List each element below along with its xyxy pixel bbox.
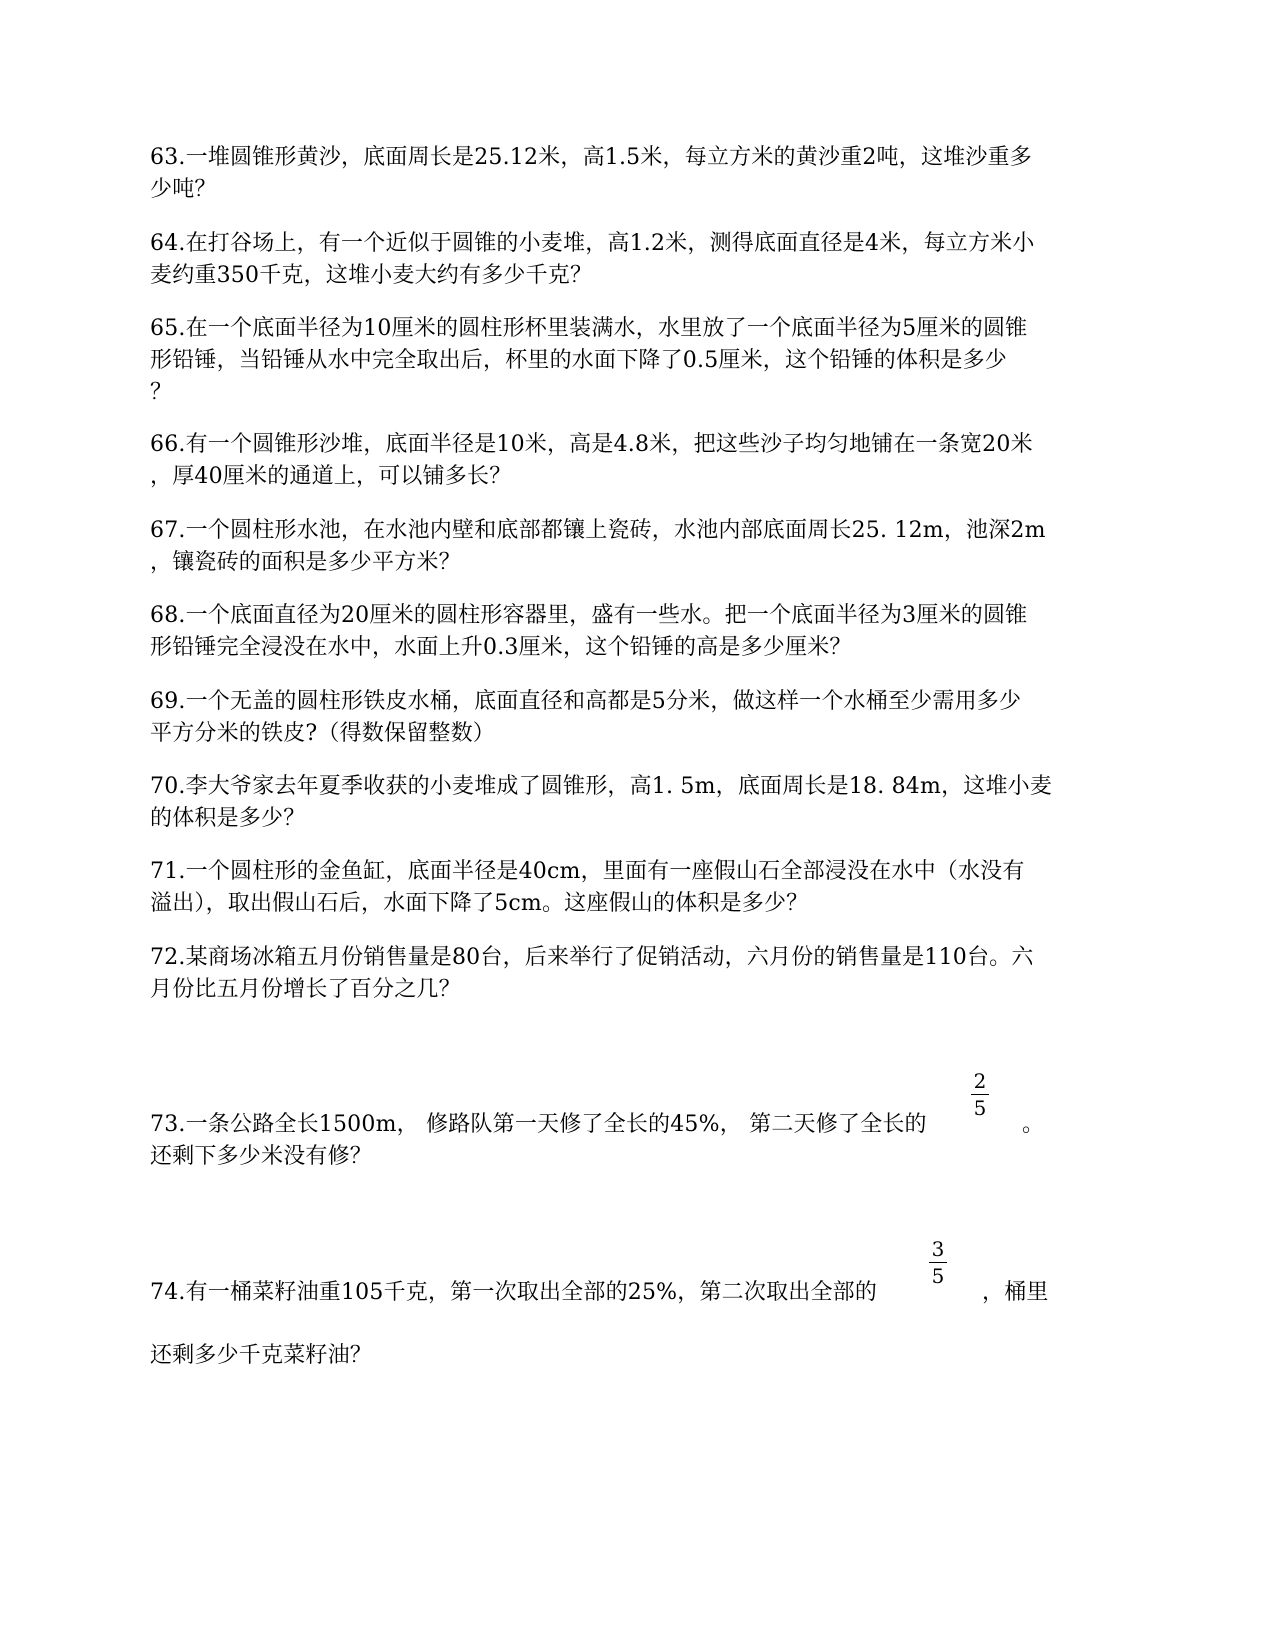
problem-68-line-2: 形铅锤完全浸没在水中，水面上升0.3厘米，这个铅锤的高是多少厘米？	[150, 635, 852, 660]
fraction-bar	[929, 1262, 947, 1263]
problem-72-line-1: 72.某商场冰箱五月份销售量是80台，后来举行了促销活动，六月份的销售量是110台。六	[150, 945, 1034, 970]
problem-67-line-1: 67.一个圆柱形水池，在水池内壁和底部都镶上瓷砖，水池内部底面周长25. 12m，池深2m	[150, 518, 1046, 543]
problem-74-fraction	[926, 1238, 950, 1287]
problem-66-line-2: ，厚40厘米的通道上，可以铺多长？	[150, 464, 512, 489]
problem-71-line-2: 溢出），取出假山石后，水面下降了5cm。这座假山的体积是多少？	[150, 891, 809, 916]
problem-63-line-2: 少吨？	[150, 177, 217, 202]
problem-73-fraction	[968, 1070, 992, 1119]
fraction-numerator: 3	[931, 1237, 945, 1261]
problem-69-line-2: 平方分米的铁皮?（得数保留整数）	[150, 721, 495, 746]
problem-73-line-2: 还剩下多少米没有修？	[150, 1144, 373, 1169]
problem-66-line-1: 66.有一个圆锥形沙堆，底面半径是10米，高是4.8米，把这些沙子均匀地铺在一条宽20米	[150, 432, 1033, 457]
problem-73-line-1-end: 。	[1022, 1112, 1045, 1137]
problem-74-line-2: 还剩多少千克菜籽油？	[150, 1343, 373, 1368]
problem-65-line-2: 形铅锤，当铅锤从水中完全取出后，杯里的水面下降了0.5厘米，这个铅锤的体积是多少	[150, 348, 1007, 373]
problem-64-line-1: 64.在打谷场上，有一个近似于圆锥的小麦堆，高1.2米，测得底面直径是4米，每立方米小	[150, 231, 1035, 256]
problem-71-line-1: 71.一个圆柱形的金鱼缸，底面半径是40cm，里面有一座假山石全部浸没在水中（水没有	[150, 859, 1025, 884]
fraction-denominator: 5	[931, 1264, 945, 1288]
fraction-denominator: 5	[973, 1096, 987, 1120]
problem-64-line-2: 麦约重350千克，这堆小麦大约有多少千克？	[150, 263, 593, 288]
problem-65-line-1: 65.在一个底面半径为10厘米的圆柱形杯里装满水，水里放了一个底面半径为5厘米的圆锥	[150, 316, 1028, 341]
problem-69-line-1: 69.一个无盖的圆柱形铁皮水桶，底面直径和高都是5分米，做这样一个水桶至少需用多少	[150, 689, 1022, 714]
problem-63-line-1: 63.一堆圆锥形黄沙，底面周长是25.12米，高1.5米，每立方米的黄沙重2吨，这堆沙重多	[150, 145, 1032, 170]
problem-74-line-1-end: ，桶里	[982, 1280, 1049, 1305]
problem-73-line-1: 73.一条公路全长1500m， 修路队第一天修了全长的45%， 第二天修了全长的	[150, 1112, 927, 1137]
problem-67-line-2: ，镶瓷砖的面积是多少平方米？	[150, 550, 461, 575]
problem-70-line-2: 的体积是多少？	[150, 806, 306, 831]
fraction-numerator: 2	[973, 1069, 987, 1093]
problem-65-line-3: ？	[150, 380, 173, 405]
problem-68-line-1: 68.一个底面直径为20厘米的圆柱形容器里，盛有一些水。把一个底面半径为3厘米的圆锥	[150, 603, 1028, 628]
problem-74-line-1: 74.有一桶菜籽油重105千克，第一次取出全部的25%，第二次取出全部的	[150, 1280, 878, 1305]
problem-70-line-1: 70.李大爷家去年夏季收获的小麦堆成了圆锥形，高1. 5m，底面周长是18. 84m，这堆小麦	[150, 774, 1053, 799]
problem-72-line-2: 月份比五月份增长了百分之几？	[150, 977, 461, 1002]
fraction-bar	[971, 1094, 989, 1095]
